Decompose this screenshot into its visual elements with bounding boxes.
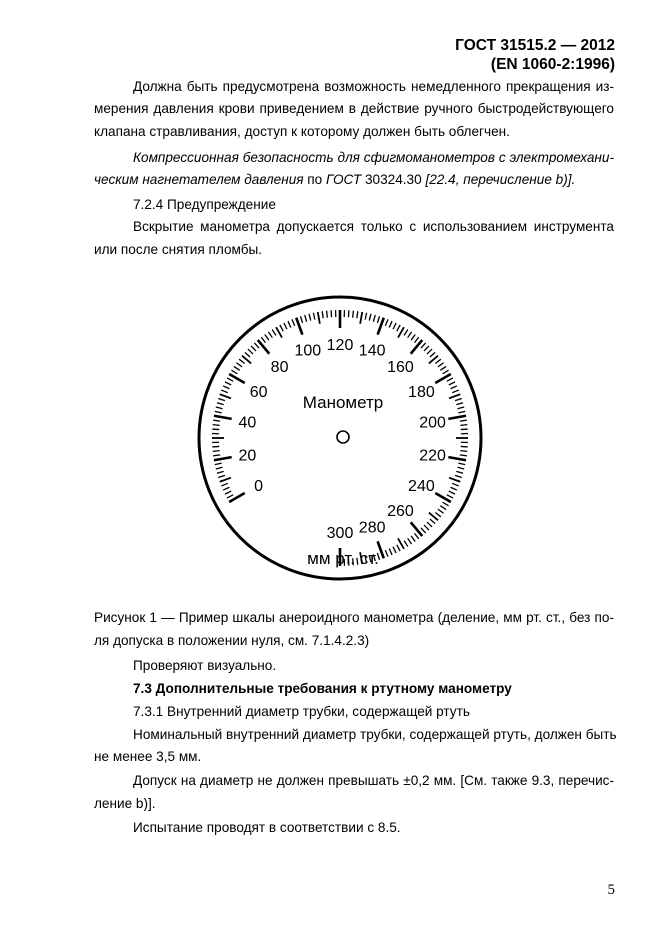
gauge-tick	[430, 352, 435, 357]
gauge-tick	[451, 487, 457, 490]
gauge-tick	[449, 478, 460, 482]
gauge-title: Манометр	[302, 393, 384, 412]
para4-line1: Номинальный внутренний диаметр трубки, содержащей ртуть, должен быть	[133, 727, 617, 742]
para2-text-c: ГОСТ	[326, 172, 362, 187]
gauge-tick	[456, 403, 463, 405]
para5-line1: Допуск на диаметр не должен превышать ±0,2 мм. [См. также 9.3, перечис-	[133, 773, 614, 788]
gauge-tick	[451, 386, 457, 389]
figure-caption-line2: ля допуска в положении нуля, см. 7.1.4.2.3)	[94, 633, 370, 648]
gauge-pivot	[337, 431, 349, 443]
gauge-tick	[460, 451, 467, 452]
gauge-tick	[411, 536, 415, 542]
gauge-tick	[227, 378, 233, 381]
gauge-label-40: 40	[238, 414, 257, 432]
gauge-tick	[369, 314, 371, 321]
gauge-tick	[460, 455, 467, 456]
gauge-tick	[288, 321, 291, 327]
gauge-tick	[231, 370, 237, 374]
gauge-label-80: 80	[270, 358, 289, 376]
gauge-label-60: 60	[249, 384, 268, 401]
gauge-tick	[427, 349, 432, 354]
gauge-tick	[449, 382, 455, 385]
gauge-tick	[353, 311, 354, 318]
gauge-tick	[272, 329, 276, 335]
gauge-tick	[220, 394, 231, 398]
gauge-tick	[398, 327, 404, 337]
gauge-tick	[292, 319, 295, 325]
gauge-tick	[373, 315, 375, 322]
gauge-tick	[438, 363, 444, 367]
gauge-tick	[447, 378, 453, 381]
gauge-tick	[427, 522, 432, 527]
gauge-label-120: 120	[326, 337, 354, 354]
gauge-tick	[397, 545, 400, 551]
gauge-tick	[435, 493, 451, 502]
para2-line1: Компрессионная безопасность для сфигмоманометров с электромехани-	[133, 150, 614, 165]
para2-text-a: ческим нагнетателем давления	[94, 172, 304, 187]
document-header	[455, 37, 615, 74]
gauge-tick	[280, 325, 283, 331]
gauge-tick	[309, 314, 311, 321]
gauge-tick	[258, 340, 270, 354]
gauge-tick	[218, 398, 225, 400]
para2-text-e: [22.4, перечисление b)].	[425, 172, 576, 187]
gauge-tick	[389, 321, 392, 327]
figure-caption-line1: Рисунок 1 — Пример шкалы анероидного манометра (деление, мм рт. ст., без по-	[94, 610, 614, 625]
gauge-tick	[213, 420, 220, 421]
para3-line1: Вскрытие манометра допускается только с использованием инструмента	[133, 219, 614, 234]
section-7-3-heading: 7.3 Дополнительные требования к ртутному манометру	[133, 681, 512, 696]
gauge-tick	[415, 337, 419, 343]
gauge-tick	[460, 425, 467, 426]
gauge-tick	[404, 541, 408, 547]
gauge-tick	[440, 366, 446, 370]
gauge-tick	[424, 525, 429, 530]
gauge-tick	[220, 478, 231, 482]
gauge-tick	[218, 475, 225, 477]
standard-equivalent: (EN 1060-2:1996)	[490, 56, 615, 73]
check-visual: Проверяют визуально.	[133, 658, 277, 673]
gauge-tick	[424, 346, 429, 351]
gauge-tick	[229, 493, 245, 502]
gauge-tick	[214, 416, 232, 419]
gauge-tick	[421, 343, 426, 348]
gauge-tick	[393, 323, 396, 329]
gauge-tick	[223, 386, 229, 389]
gauge-tick	[397, 325, 400, 331]
gauge-tick	[225, 382, 231, 385]
gauge-label-280: 280	[358, 519, 386, 537]
gauge-tick	[411, 334, 415, 340]
gauge-tick	[217, 471, 224, 473]
gauge-tick	[305, 315, 307, 322]
gauge-tick	[284, 323, 287, 329]
section-7-2-4: 7.2.4 Предупреждение	[133, 197, 276, 212]
gauge-label-220: 220	[419, 447, 446, 465]
gauge-label-300: 300	[326, 525, 354, 542]
gauge-tick	[415, 533, 419, 539]
gauge-tick	[456, 471, 463, 473]
gauge-tick	[229, 374, 245, 383]
gauge-tick	[389, 549, 392, 555]
gauge-tick	[385, 319, 388, 325]
gauge-tick	[448, 416, 466, 419]
gauge-tick	[227, 495, 233, 498]
gauge-label-20: 20	[238, 447, 257, 465]
gauge-tick	[411, 522, 423, 536]
gauge-tick	[248, 349, 253, 354]
gauge-tick	[377, 316, 379, 323]
gauge-tick	[421, 528, 426, 533]
gauge-tick	[213, 425, 220, 426]
gauge-tick	[234, 366, 240, 370]
gauge-label-180: 180	[408, 384, 435, 401]
gauge-tick	[215, 411, 222, 412]
gauge-tick	[251, 346, 256, 351]
para1-line3: клапана стравливания, доступ к которому должен быть облегчен.	[94, 124, 510, 139]
section-7-3-1: 7.3.1 Внутренний диаметр трубки, содержащей ртуть	[133, 704, 470, 719]
gauge-label-240: 240	[408, 478, 435, 495]
gauge-tick	[276, 327, 282, 337]
gauge-tick	[239, 359, 245, 363]
gauge-tick	[449, 394, 460, 398]
gauge-tick	[245, 352, 250, 357]
gauge-tick	[460, 420, 467, 421]
gauge-tick	[365, 313, 366, 320]
gauge-tick	[300, 316, 302, 323]
gauge-tick	[448, 457, 466, 460]
gauge-unit: мм рт. ст.	[307, 549, 379, 568]
gauge-tick	[268, 332, 272, 338]
gauge-tick	[216, 407, 223, 409]
gauge-labels	[239, 337, 446, 542]
standard-number: ГОСТ 31515.2 — 2012	[455, 37, 615, 54]
gauge-tick	[213, 451, 220, 452]
page-number: 5	[607, 882, 615, 898]
para5-line2: ление b)].	[94, 796, 156, 811]
gauge-tick	[452, 483, 458, 486]
gauge-tick	[265, 334, 269, 340]
gauge-tick	[435, 359, 441, 363]
gauge-tick	[393, 547, 396, 553]
gauge-tick	[443, 370, 449, 374]
gauge-tick	[221, 390, 227, 393]
gauge-tick	[214, 457, 232, 460]
gauge-tick	[385, 550, 388, 556]
gauge-label-100: 100	[294, 342, 322, 360]
gauge-tick	[357, 311, 358, 318]
gauge-tick	[360, 312, 362, 324]
gauge-tick	[435, 513, 441, 517]
gauge-tick	[261, 337, 265, 343]
gauge-tick	[458, 463, 465, 464]
gauge-label-200: 200	[419, 414, 446, 432]
gauge-tick	[457, 467, 464, 469]
gauge-label-160: 160	[387, 358, 414, 376]
para4-line2: не менее 3,5 мм.	[94, 749, 202, 764]
gauge-tick	[455, 398, 462, 400]
gauge-tick	[216, 467, 223, 469]
para1-line2: мерения давления крови приведением в действие ручного быстродействующего	[94, 101, 614, 116]
gauge-tick	[322, 311, 323, 318]
test-note: Испытание проводят в соответствии с 8.5.	[133, 820, 401, 835]
gauge-label-140: 140	[358, 342, 386, 360]
gauge-label-0: 0	[254, 478, 264, 495]
gauge-tick	[215, 463, 222, 464]
gauge-tick	[221, 483, 227, 486]
gauge-label-260: 260	[387, 503, 414, 521]
gauge-tick	[213, 455, 220, 456]
para3-line2: или после снятия пломбы.	[94, 242, 263, 257]
gauge-tick	[411, 340, 423, 354]
gauge-tick	[447, 495, 453, 498]
gauge-tick	[458, 411, 465, 412]
gauge-tick	[455, 475, 462, 477]
para2-text-d: 30324.30	[361, 172, 426, 187]
gauge-tick	[452, 390, 458, 393]
gauge-tick	[443, 502, 449, 506]
para1-line1: Должна быть предусмотрена возможность немедленного прекращения из-	[133, 79, 614, 94]
gauge-tick	[438, 509, 444, 513]
gauge-tick	[435, 374, 451, 383]
gauge-tick	[449, 491, 455, 494]
gauge-tick	[318, 312, 320, 324]
gauge-tick	[430, 519, 435, 524]
gauge-tick	[223, 487, 229, 490]
pressure-gauge-dial	[190, 288, 490, 588]
gauge-tick	[404, 329, 408, 335]
gauge-tick	[225, 491, 231, 494]
para2-line2	[94, 172, 575, 187]
gauge-tick	[398, 538, 404, 548]
para2-text-b: по	[303, 172, 327, 187]
gauge-tick	[327, 311, 328, 318]
gauge-tick	[457, 407, 464, 409]
gauge-tick	[236, 363, 242, 367]
gauge-tick	[217, 403, 224, 405]
gauge-tick	[408, 332, 412, 338]
gauge-tick	[440, 506, 446, 510]
gauge-tick	[313, 313, 314, 320]
gauge-tick	[254, 343, 259, 348]
gauge-tick	[408, 538, 412, 544]
